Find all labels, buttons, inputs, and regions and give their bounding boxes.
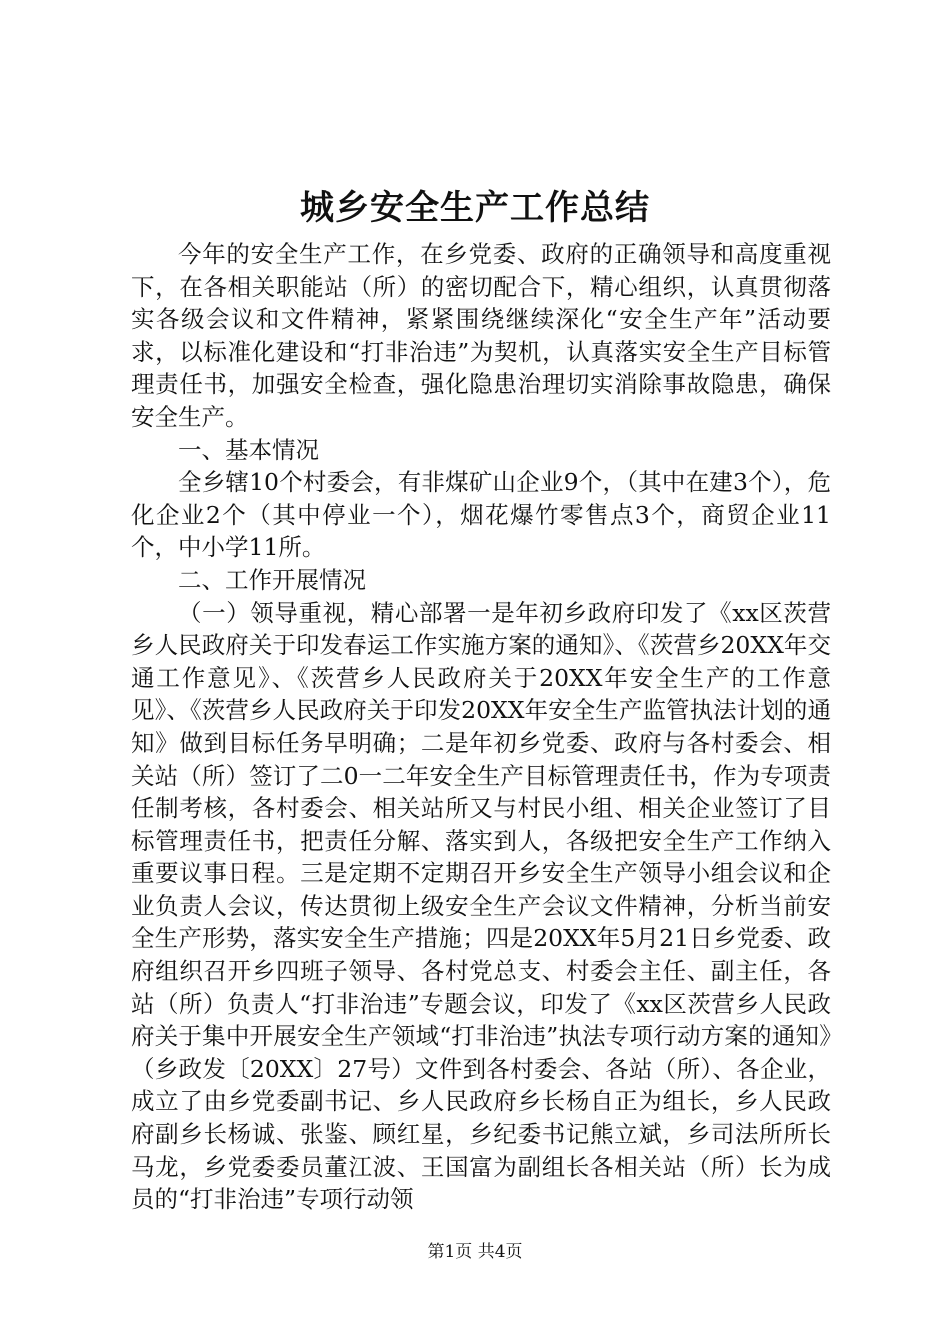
basic-situation-paragraph: 全乡辖10个村委会，有非煤矿山企业9个，（其中在建3个），危化企业2个（其中停业一个），烟花爆竹零售点3个，商贸企业11个，中小学11所。 xyxy=(131,468,831,562)
section-heading-work-progress: 二、工作开展情况 xyxy=(178,565,366,594)
document-body xyxy=(131,238,831,1216)
work-progress-paragraph: （一）领导重视，精心部署一是年初乡政府印发了《xx区茨营乡人民政府关于印发春运工作实施方案的通知》、《茨营乡20XX年交通工作意见》、《茨营乡人民政府关于20XX年安全生产的工作意见》、《茨营乡人民政府关于印发20XX年安全生产监管执法计划的通知》做到目标任务早明确；二是年初乡党委、政府与各村委会、相关站（所）签订了二0一二年安全生产目标管理责任书，作为专项责任制考核，各村委会、相关站所又与村民小组、相关企业签订了目标管理责任书，把责任分解、落实到人，各级把安全生产工作纳入重要议事日程。三是定期不定期召开乡安全生产领导小组会议和企业负责人会议，传达贯彻上级安全生产会议文件精神，分析当前安全生产形势，落实安全生产措施；四是20XX年5月21日乡党委、政府组织召开乡四班子领导、各村党总支、村委会主任、副主任，各站（所）负责人“打非治违”专题会议，印发了《xx区茨营乡人民政府关于集中开展安全生产领域“打非治违”执法专项行动方案的通知》（乡政发〔20XX〕27号）文件到各村委会、各站（所）、各企业，成立了由乡党委副书记、乡人民政府乡长杨自正为组长，乡人民政府副乡长杨诚、张鉴、顾红星，乡纪委书记熊立斌，乡司法所所长马龙，乡党委委员董江波、王国富为副组长各相关站（所）长为成员的“打非治违”专项行动领 xyxy=(131,598,831,1214)
page-number-footer: 第1页 共4页 xyxy=(427,1242,523,1262)
intro-paragraph: 今年的安全生产工作，在乡党委、政府的正确领导和高度重视下，在各相关职能站（所）的密切配合下，精心组织，认真贯彻落实各级会议和文件精神，紧紧围绕继续深化“安全生产年”活动要求，以标准化建设和“打非治违”为契机，认真落实安全生产目标管理责任书，加强安全检查，强化隐患治理切实消除事故隐患，确保安全生产。 xyxy=(131,240,831,431)
document-title: 城乡安全生产工作总结 xyxy=(300,188,650,228)
section-heading-basic-situation: 一、基本情况 xyxy=(178,435,319,464)
